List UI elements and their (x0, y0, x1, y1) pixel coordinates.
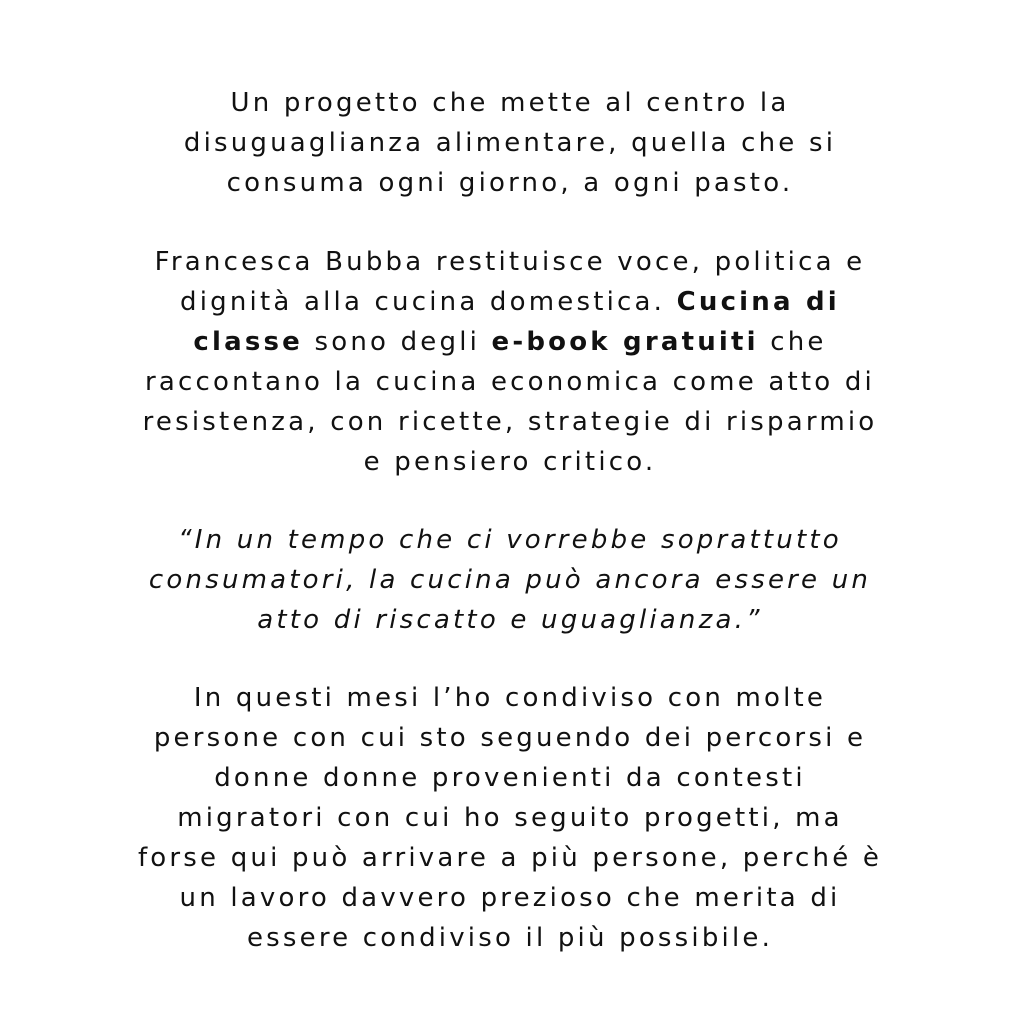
closing-line: un lavoro davvero prezioso che merita di (179, 883, 841, 913)
quote-line: consumatori, la cucina può ancora essere un (148, 565, 872, 595)
description-line: e pensiero critico. (363, 447, 657, 477)
quote-line: “In un tempo che ci vorrebbe soprattutto (178, 525, 842, 555)
description-text: sono degli (303, 327, 492, 357)
closing-line: migratori con cui ho seguito progetti, ma (177, 803, 843, 833)
closing-line: donne donne provenienti da contesti (214, 763, 806, 793)
quote-line: atto di riscatto e uguaglianza.” (257, 605, 763, 635)
description-line: resistenza, con ricette, strategie di risparmio (142, 407, 878, 437)
description-text: dignità alla cucina domestica. (180, 287, 677, 317)
description-line (60, 282, 960, 322)
description-line: Francesca Bubba restituisce voce, politica e (154, 247, 866, 277)
intro-line: Un progetto che mette al centro la (230, 88, 790, 118)
book-title-part-2: classe (193, 327, 304, 357)
free-ebooks-emphasis: e-book gratuiti (491, 327, 759, 357)
closing-line: persone con cui sto seguendo dei percorsi e (153, 723, 867, 753)
description-text: che (758, 327, 827, 357)
description-paragraph (60, 242, 960, 482)
book-title-part-1: Cucina di (676, 287, 840, 317)
closing-line: essere condiviso il più possibile. (246, 923, 774, 953)
intro-paragraph (60, 83, 960, 203)
description-line (60, 322, 960, 362)
closing-paragraph (60, 678, 960, 958)
quote-paragraph (60, 520, 960, 640)
description-line: raccontano la cucina economica come atto di (144, 367, 875, 397)
intro-line: disuguaglianza alimentare, quella che si (183, 128, 837, 158)
intro-line: consuma ogni giorno, a ogni pasto. (226, 168, 794, 198)
closing-line: forse qui può arrivare a più persone, perché è (137, 843, 883, 873)
closing-line: In questi mesi l’ho condiviso con molte (193, 683, 827, 713)
